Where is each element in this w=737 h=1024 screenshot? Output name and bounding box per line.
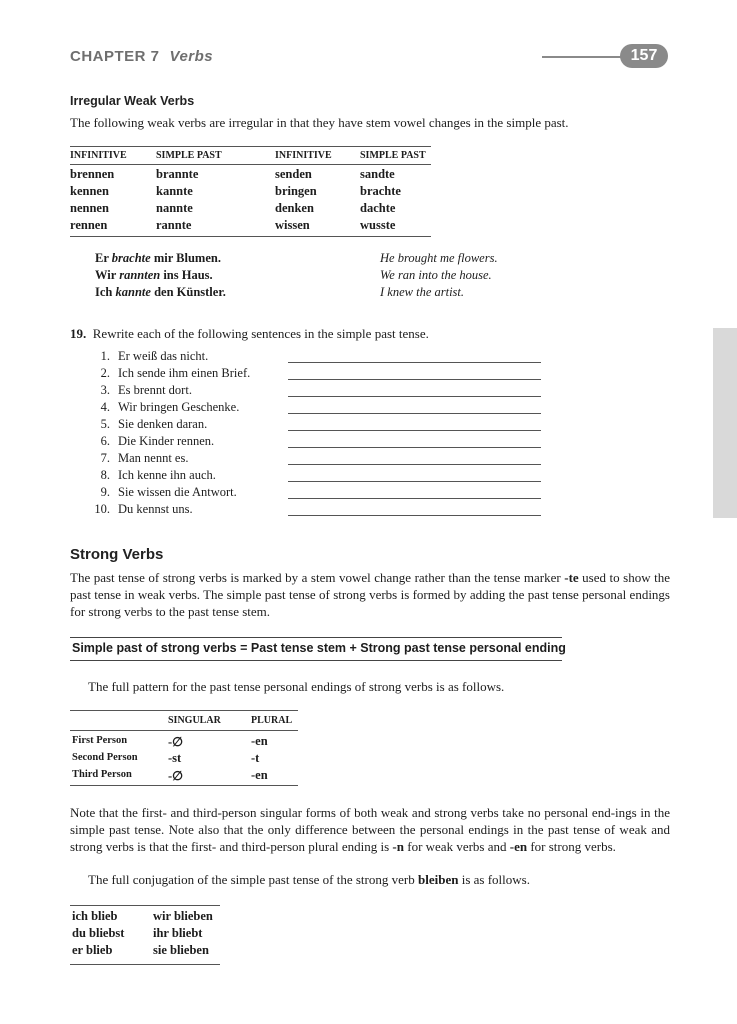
table-bottom-rule xyxy=(70,785,298,786)
exercise-number: 19. xyxy=(70,326,87,341)
chapter-title: Verbs xyxy=(169,48,214,65)
row-label: Second Person xyxy=(72,752,138,763)
table-cell: -en xyxy=(251,768,268,782)
item-number: 3. xyxy=(100,383,110,397)
column-header: INFINITIVE xyxy=(70,150,127,161)
table-cell: senden xyxy=(275,167,312,181)
table-header-rule xyxy=(70,164,431,165)
item-number: 6. xyxy=(100,434,110,448)
item-sentence: Sie denken daran. xyxy=(118,417,208,431)
table-cell: er blieb xyxy=(72,943,113,957)
table-cell: brachte xyxy=(360,184,401,198)
endings-table xyxy=(70,710,298,786)
column-header: PLURAL xyxy=(251,715,293,726)
table-cell: denken xyxy=(275,201,314,215)
table-cell: rennen xyxy=(70,218,108,232)
table-cell: du bliebst xyxy=(72,926,125,940)
example-german: Er brachte mir Blumen. xyxy=(95,251,221,265)
chapter-label: CHAPTER 7 xyxy=(70,48,160,65)
item-sentence: Man nennt es. xyxy=(118,451,189,465)
item-sentence: Die Kinder rennen. xyxy=(118,434,215,448)
table-cell: nennen xyxy=(70,201,109,215)
table-cell: nannte xyxy=(156,201,193,215)
column-header: SIMPLE PAST xyxy=(156,150,222,161)
strong-verbs-paragraph: The past tense of strong verbs is marked by a stem vowel change rather than the tense marker -te used to show the past tense in weak verbs. The simple past tense of strong verbs is formed by adding the past tense personal endings for strong verbs to the past tense stem. xyxy=(70,570,670,619)
item-number: 4. xyxy=(100,400,110,414)
answer-line[interactable] xyxy=(288,413,541,414)
answer-line[interactable] xyxy=(288,498,541,499)
table-cell: -en xyxy=(251,734,268,748)
answer-line[interactable] xyxy=(288,379,541,380)
item-sentence: Ich sende ihm einen Brief. xyxy=(118,366,251,380)
item-number: 9. xyxy=(100,485,110,499)
table-cell: wir blieben xyxy=(153,909,213,923)
example-english: He brought me flowers. xyxy=(380,251,498,265)
answer-line[interactable] xyxy=(288,430,541,431)
item-sentence: Du kennst uns. xyxy=(118,502,193,516)
answer-line[interactable] xyxy=(288,481,541,482)
side-thumb-tab xyxy=(713,328,737,518)
note-paragraph: Note that the first- and third-person singular forms of both weak and strong verbs take no personal end-ings in the simple past tense. Note also that the only difference between the personal endings in the past tense of weak and strong verbs is that the first- and third-person plural ending is -n for weak verbs and -en for strong verbs. xyxy=(70,805,670,854)
exercise-list xyxy=(88,349,548,524)
formula-box xyxy=(70,637,566,661)
answer-line[interactable] xyxy=(288,396,541,397)
table-cell: ich blieb xyxy=(72,909,118,923)
item-number: 5. xyxy=(100,417,110,431)
item-number: 8. xyxy=(100,468,110,482)
table-cell: rannte xyxy=(156,218,192,232)
chapter-header xyxy=(70,48,213,65)
item-number: 2. xyxy=(100,366,110,380)
item-number: 1. xyxy=(100,349,110,363)
item-sentence: Ich kenne ihn auch. xyxy=(118,468,216,482)
table-bottom-rule xyxy=(70,964,220,965)
formula-text: Simple past of strong verbs = Past tense stem + Strong past tense personal ending xyxy=(72,641,566,655)
example-german: Ich kannte den Künstler. xyxy=(95,285,226,299)
table-cell: wissen xyxy=(275,218,310,232)
table-cell: kannte xyxy=(156,184,193,198)
table-top-rule xyxy=(70,905,220,906)
pattern-intro: The full pattern for the past tense personal endings of strong verbs is as follows. xyxy=(88,679,505,694)
item-sentence: Wir bringen Geschenke. xyxy=(118,400,240,414)
table-cell: kennen xyxy=(70,184,109,198)
header-rule xyxy=(542,56,632,58)
answer-line[interactable] xyxy=(288,464,541,465)
row-label: First Person xyxy=(72,735,128,746)
table-cell: sie blieben xyxy=(153,943,209,957)
item-sentence: Es brennt dort. xyxy=(118,383,192,397)
column-header: SINGULAR xyxy=(168,715,221,726)
conjugation-intro: The full conjugation of the simple past tense of the strong verb bleiben is as follows. xyxy=(88,872,530,887)
table-cell: -st xyxy=(168,751,182,765)
table-cell: ihr bliebt xyxy=(153,926,203,940)
example-german: Wir rannten ins Haus. xyxy=(95,268,213,282)
irregular-weak-table xyxy=(70,146,431,237)
example-english: We ran into the house. xyxy=(380,268,492,282)
example-english: I knew the artist. xyxy=(380,285,465,299)
table-cell: brennen xyxy=(70,167,115,181)
item-number: 10. xyxy=(94,502,110,516)
table-cell: -t xyxy=(251,751,260,765)
exercise-instruction: 19. Rewrite each of the following sentences in the simple past tense. xyxy=(70,326,429,341)
table-header-rule xyxy=(70,730,298,731)
table-top-rule xyxy=(70,146,431,147)
column-header: SIMPLE PAST xyxy=(360,150,426,161)
answer-line[interactable] xyxy=(288,362,541,363)
table-cell: bringen xyxy=(275,184,317,198)
strong-verbs-heading: Strong Verbs xyxy=(70,546,164,563)
page-number: 157 xyxy=(620,44,668,68)
table-cell: -∅ xyxy=(168,735,184,749)
table-cell: dachte xyxy=(360,201,396,215)
irregular-weak-intro: The following weak verbs are irregular in that they have stem vowel changes in the simple past. xyxy=(70,115,569,130)
row-label: Third Person xyxy=(72,769,132,780)
conjugation-table xyxy=(70,905,220,965)
answer-line[interactable] xyxy=(288,515,541,516)
table-cell: -∅ xyxy=(168,769,184,783)
table-cell: brannte xyxy=(156,167,199,181)
item-sentence: Sie wissen die Antwort. xyxy=(118,485,237,499)
answer-line[interactable] xyxy=(288,447,541,448)
item-number: 7. xyxy=(100,451,110,465)
table-top-rule xyxy=(70,710,298,711)
table-cell: wusste xyxy=(360,218,396,232)
item-sentence: Er weiß das nicht. xyxy=(118,349,209,363)
column-header: INFINITIVE xyxy=(275,150,332,161)
irregular-weak-heading: Irregular Weak Verbs xyxy=(70,94,195,108)
table-bottom-rule xyxy=(70,236,431,237)
table-cell: sandte xyxy=(360,167,395,181)
